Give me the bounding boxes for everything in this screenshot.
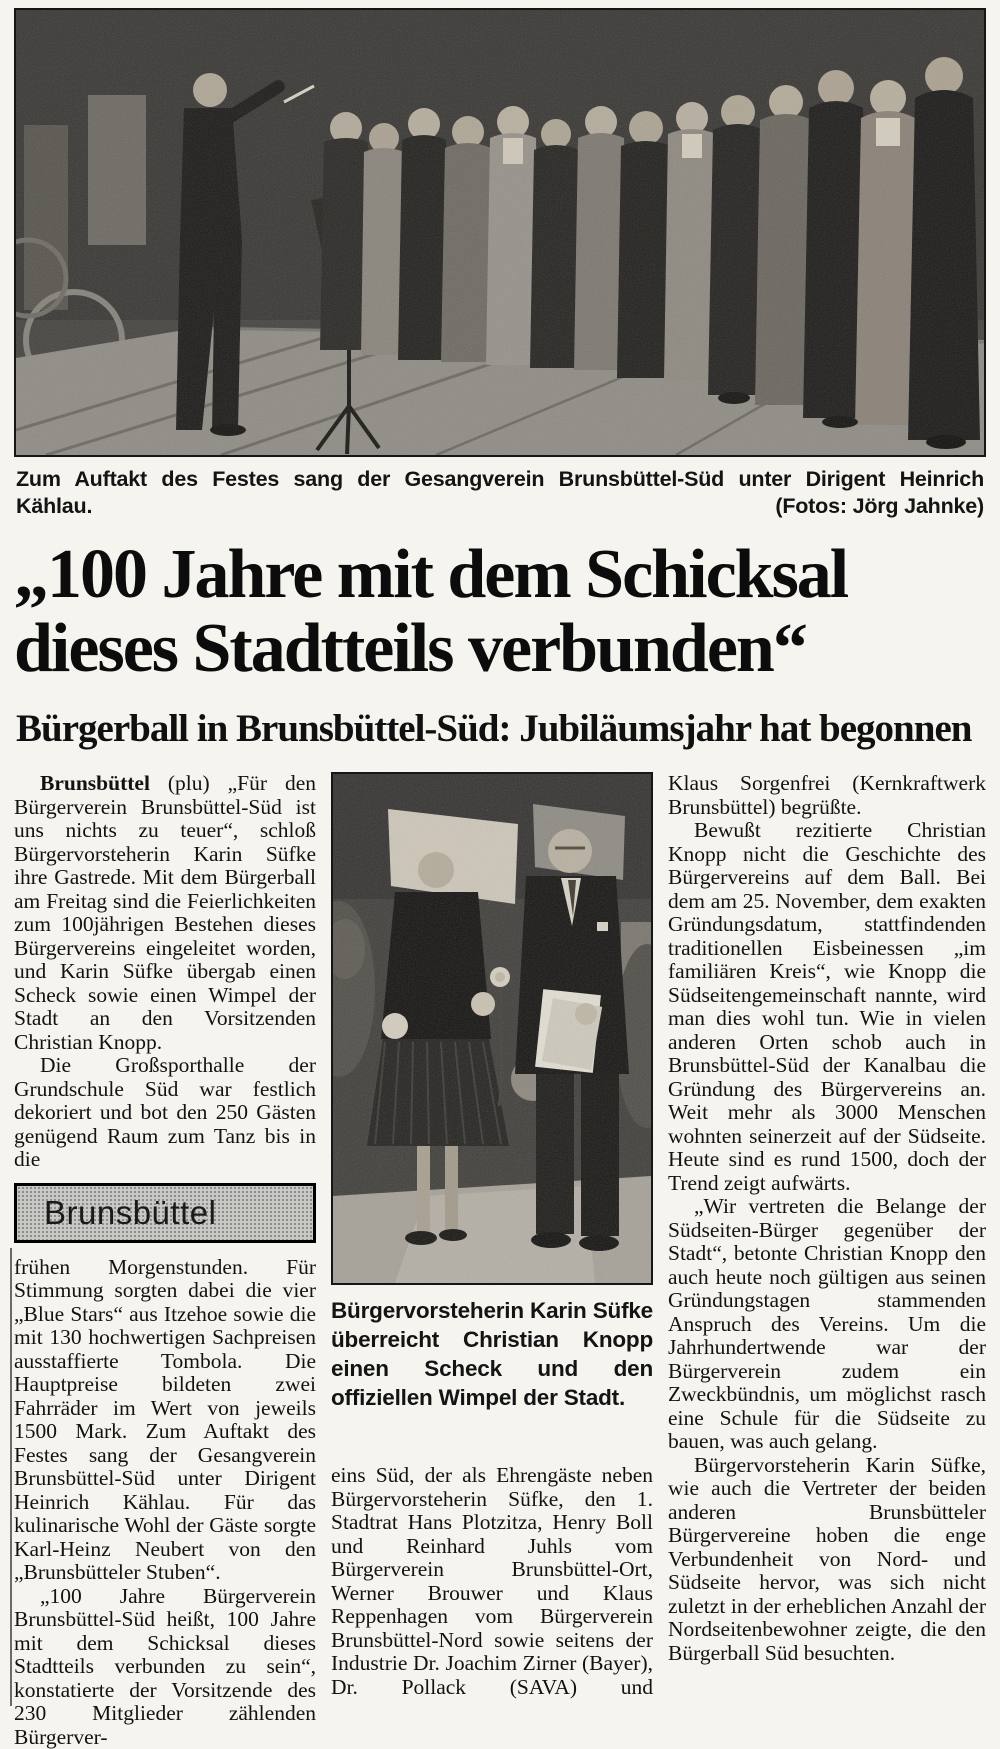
subheadline: Bürgerball in Brunsbüttel-Süd: Jubiläumsjahr hat begonnen bbox=[16, 707, 986, 751]
paragraph: Bewußt rezitierte Christian Knopp nicht die Geschichte des Bürgervereins auf dem Ball. Bei dem am 25. November, dem exakten Gründungsdatum, stattfindenden traditionellen Eisbeinessen „im familiären Kreis“, wie Knopp die Südseitengemeinschaft nannte, wird man dies wohl tun. Wie in vielen anderen Orten schob auch in Brunsbüttel-Süd der Kanalbau die Gründung des Bürgervereins an. Weit mehr als 3000 Menschen wohnten seinerzeit auf der Südseite. Heute sind es rund 1500, doch der Trend zeigt aufwärts. bbox=[668, 819, 986, 1195]
paragraph bbox=[14, 772, 316, 1054]
top-caption-line2: Kählau. bbox=[16, 493, 92, 520]
middle-photo-caption: Bürgervorsteherin Karin Süfke überreicht Christian Knopp einen Scheck und den offiziellen Wimpel der Stadt. bbox=[331, 1296, 653, 1412]
column-middle bbox=[331, 772, 653, 1749]
top-photo-caption bbox=[16, 466, 984, 520]
headline bbox=[14, 538, 986, 686]
top-photo-illustration bbox=[16, 10, 984, 455]
section-label: Brunsbüttel bbox=[44, 1201, 216, 1225]
paragraph: „Wir vertreten die Belange der Südseiten-Bürger gegenüber der Stadt“, betonte Christian Knopp den auch heute noch gültigen aus seinen Gründungstagen stammenden Anspruch des Vereins. Um die Jahrhundertwende war der Bürgerverein zudem ein Zweckbündnis, um möglichst rasch eine Schule für die Südseite zu bauen, was auch gelang. bbox=[668, 1195, 986, 1454]
paragraph: Die Großsporthalle der Grundschule Süd war festlich dekoriert und bot den 250 Gästen genügend Raum zum Tanz bis in die bbox=[14, 1054, 316, 1172]
scan-edge-artifact bbox=[10, 1248, 12, 1706]
paragraph: eins Süd, der als Ehrengäste neben Bürgervorsteherin Süfke, den 1. Stadtrat Hans Plotzitza, Henry Boll und Reinhard Juhls vom Bürgerverein Brunsbüttel-Ort, Werner Brouwer und Klaus Reppenhagen vom Bürgerverein Brunsbüttel-Nord sowie seitens der Industrie Dr. Joachim Zirner (Bayer), Dr. Pollack (SAVA) und bbox=[331, 1464, 653, 1699]
dateline: Brunsbüttel bbox=[40, 771, 150, 795]
headline-line2: dieses Stadtteils verbunden“ bbox=[14, 612, 986, 686]
headline-line1: „100 Jahre mit dem Schicksal bbox=[14, 538, 986, 612]
section-label-box bbox=[14, 1183, 316, 1243]
paragraph: Klaus Sorgenfrei (Kernkraftwerk Brunsbüttel) begrüßte. bbox=[668, 772, 986, 819]
middle-photo bbox=[331, 772, 653, 1285]
column-left bbox=[14, 772, 316, 1749]
paragraph: „100 Jahre Bürgerverein Brunsbüttel-Süd heißt, 100 Jahre mit dem Schicksal dieses Stadtteils verbunden zu sein“, konstatierte der Vorsitzende des 230 Mitglieder zählenden Bürgerver- bbox=[14, 1585, 316, 1749]
middle-photo-illustration bbox=[333, 774, 651, 1283]
column-right bbox=[668, 772, 986, 1749]
photo-credit: (Fotos: Jörg Jahnke) bbox=[775, 493, 984, 520]
top-caption-line1: Zum Auftakt des Festes sang der Gesangverein Brunsbüttel-Süd unter Dirigent Heinrich bbox=[16, 466, 984, 493]
paragraph: frühen Morgenstunden. Für Stimmung sorgten dabei die vier „Blue Stars“ aus Itzehoe sowie die mit 130 hochwertigen Sachpreisen ausstaffierte Tombola. Die Hauptpreise bildeten zwei Fahrräder im Wert von jeweils 1500 Mark. Zum Auftakt des Festes sang der Gesangverein Brunsbüttel-Süd unter Dirigent Heinrich Kählau. Für das kulinarische Wohl der Gäste sorgte Karl-Heinz Neubert von den „Brunsbütteler Stuben“. bbox=[14, 1256, 316, 1585]
article-columns bbox=[14, 772, 986, 1749]
top-photo bbox=[14, 8, 986, 457]
paragraph: Bürgervorsteherin Karin Süfke, wie auch die Vertreter der beiden anderen Brunsbütteler Bürgervereine hoben die enge Verbundenheit von Nord- und Südseite hervor, was sich nicht zuletzt in der erheblichen Anzahl der Nordseitenbewohner zeigte, die den Bürgerball Süd besuchten. bbox=[668, 1454, 986, 1666]
paragraph-text: (plu) „Für den Bürgerverein Brunsbüttel-Süd ist uns nichts zu teuer“, schloß Bürgervorsteherin Karin Süfke ihre Gastrede. Mit dem Bürgerball am Freitag sind die Feierlichkeiten zum 100jährigen Bestehen dieses Bürgervereins eingeleitet worden, und Karin Süfke übergab einen Scheck sowie einen Wimpel der Stadt an den Vorsitzenden Christian Knopp. bbox=[14, 771, 316, 1054]
